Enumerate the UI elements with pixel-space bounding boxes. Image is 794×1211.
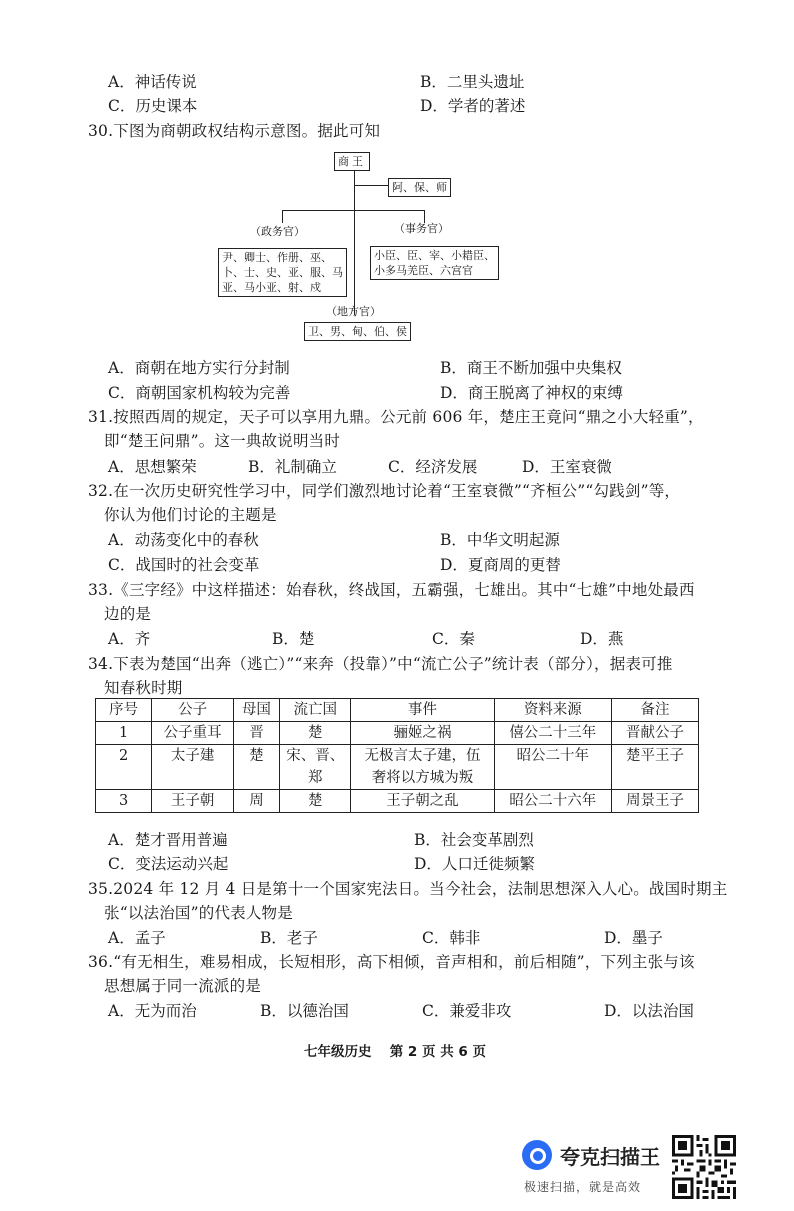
q36-option-a: A．无为而治 xyxy=(108,1002,197,1020)
q33-stem-line-2: 边的是 xyxy=(104,605,152,623)
q35-stem-line-1: 35.2024 年 12 月 4 日是第十一个国家宪法日。当今社会，法制思想深入人心。战国时期主 xyxy=(88,880,728,898)
q34-table xyxy=(95,698,699,813)
diagram-affairs-label: （事务官） xyxy=(394,222,449,235)
table-cell: 王子朝之乱 xyxy=(351,790,494,813)
q36-stem-line-2: 思想属于同一流派的是 xyxy=(104,977,262,995)
q31-option-a: A．思想繁荣 xyxy=(108,458,197,476)
q31-stem-line-2: 即“楚王问鼎”。这一典故说明当时 xyxy=(104,432,341,450)
q29-option-b: B．二里头遗址 xyxy=(420,73,525,91)
q34-option-d: D．人口迁徙频繁 xyxy=(414,855,535,873)
q33-stem-line-1: 33.《三字经》中这样描述：始春秋，终战国，五霸强，七雄出。其中“七雄”中地处最西 xyxy=(88,581,695,599)
table-cell: 周 xyxy=(233,790,279,813)
table-header-cell: 公子 xyxy=(152,699,234,722)
page-footer: 七年级历史 第 2 页 共 6 页 xyxy=(304,1044,486,1060)
diagram-branch-line xyxy=(282,210,424,211)
q34-option-b: B．社会变革剧烈 xyxy=(414,831,534,849)
q30-option-b: B．商王不断加强中央集权 xyxy=(440,359,622,377)
q30-option-d: D．商王脱离了神权的束缚 xyxy=(440,384,623,402)
table-cell: 楚 xyxy=(279,790,351,813)
q34-option-c: C．变法运动兴起 xyxy=(108,855,229,873)
diagram-local-box: 卫、男、甸、伯、侯 xyxy=(304,322,411,341)
table-header-cell: 母国 xyxy=(233,699,279,722)
q32-option-b: B．中华文明起源 xyxy=(440,531,560,549)
table-cell: 昭公二十年 xyxy=(494,745,612,790)
q36-stem-line-1: 36.“有无相生，难易相成，长短相形，高下相倾，音声相和，前后相随”，下列主张与该 xyxy=(88,953,695,971)
table-cell: 太子建 xyxy=(152,745,234,790)
affairs-line-2: 小多马羌臣、六宫官 xyxy=(374,264,473,277)
q31-stem-line-1: 31.按照西周的规定，天子可以享用九鼎。公元前 606 年，楚庄王竟问“鼎之小大轻重”， xyxy=(88,408,704,426)
diagram-admin-label: （政务官） xyxy=(250,225,305,238)
qr-code-icon xyxy=(672,1135,736,1199)
table-row xyxy=(96,745,699,790)
table-cell: 昭公二十六年 xyxy=(494,790,612,813)
watermark-brand: 夸克扫描王 xyxy=(560,1145,660,1169)
q33-option-c: C．秦 xyxy=(432,630,475,648)
q31-option-d: D．王室衰微 xyxy=(522,458,612,476)
q34-option-a: A．楚才晋用普遍 xyxy=(108,831,228,849)
q29-option-c: C．历史课本 xyxy=(108,97,198,115)
q31-option-b: B．礼制确立 xyxy=(248,458,337,476)
diagram-local-label: （地方官） xyxy=(326,305,381,318)
affairs-line-1: 小臣、臣、宰、小耤臣、 xyxy=(374,249,495,262)
admin-line-1: 尹、卿士、作册、巫、 xyxy=(222,251,332,264)
q35-option-b: B．老子 xyxy=(260,929,318,947)
q35-option-a: A．孟子 xyxy=(108,929,166,947)
q31-option-c: C．经济发展 xyxy=(388,458,478,476)
q30-option-c: C．商朝国家机构较为完善 xyxy=(108,384,291,402)
table-cell: 晋 xyxy=(233,722,279,745)
table-cell: 无极言太子建，伍 奢将以方城为叛 xyxy=(351,745,494,790)
table-header-cell: 备注 xyxy=(612,699,699,722)
table-cell: 2 xyxy=(96,745,152,790)
table-cell: 王子朝 xyxy=(152,790,234,813)
q34-stem-line-1: 34.下表为楚国“出奔（逃亡）”“来奔（投靠）”中“流亡公子”统计表（部分），据表可推 xyxy=(88,655,673,673)
q34-stem-line-2: 知春秋时期 xyxy=(104,679,183,697)
table-header-row xyxy=(96,699,699,722)
q36-option-d: D．以法治国 xyxy=(604,1002,694,1020)
q32-option-d: D．夏商周的更替 xyxy=(440,556,561,574)
diagram-king-box: 商王 xyxy=(334,152,370,171)
admin-line-2: 卜、士、史、亚、服、马 xyxy=(222,266,343,279)
q33-option-b: B．楚 xyxy=(272,630,315,648)
table-cell: 公子重耳 xyxy=(152,722,234,745)
q35-option-d: D．墨子 xyxy=(604,929,663,947)
q32-stem-line-2: 你认为他们讨论的主题是 xyxy=(104,506,277,524)
q30-option-a: A．商朝在地方实行分封制 xyxy=(108,359,290,377)
q32-option-a: A．动荡变化中的春秋 xyxy=(108,531,259,549)
diagram-trunk-line xyxy=(354,170,355,315)
q35-option-c: C．韩非 xyxy=(422,929,481,947)
table-header-cell: 事件 xyxy=(351,699,494,722)
table-cell: 晋献公子 xyxy=(612,722,699,745)
table-cell: 周景王子 xyxy=(612,790,699,813)
table-cell: 楚平王子 xyxy=(612,745,699,790)
quark-scanner-logo-icon xyxy=(522,1140,552,1170)
table-cell: 3 xyxy=(96,790,152,813)
table-cell: 宋、晋、 郑 xyxy=(279,745,351,790)
q35-stem-line-2: 张“以法治国”的代表人物是 xyxy=(104,904,293,922)
table-header-cell: 流亡国 xyxy=(279,699,351,722)
admin-line-3: 亚、马小亚、射、戍 xyxy=(222,281,321,294)
watermark-slogan: 极速扫描，就是高效 xyxy=(524,1180,642,1194)
table-cell: 楚 xyxy=(233,745,279,790)
q29-option-a: A．神话传说 xyxy=(108,73,197,91)
diagram-affairs-box xyxy=(370,246,499,280)
table-cell: 1 xyxy=(96,722,152,745)
q36-option-b: B．以德治国 xyxy=(260,1002,349,1020)
table-cell: 僖公二十三年 xyxy=(494,722,612,745)
q30-stem: 30.下图为商朝政权结构示意图。据此可知 xyxy=(88,122,381,140)
q33-option-d: D．燕 xyxy=(580,630,624,648)
diagram-advisor-line xyxy=(354,185,388,186)
table-row xyxy=(96,790,699,813)
table-header-cell: 序号 xyxy=(96,699,152,722)
diagram-admin-box xyxy=(218,248,347,297)
table-cell: 骊姬之祸 xyxy=(351,722,494,745)
diagram-left-drop xyxy=(282,210,283,223)
table-header-cell: 资料来源 xyxy=(494,699,612,722)
q32-option-c: C．战国时的社会变革 xyxy=(108,556,260,574)
q33-option-a: A．齐 xyxy=(108,630,151,648)
table-row xyxy=(96,722,699,745)
q32-stem-line-1: 32.在一次历史研究性学习中，同学们激烈地讨论着“王室衰微”“齐桓公”“勾践剑”等， xyxy=(88,482,681,500)
q36-option-c: C．兼爱非攻 xyxy=(422,1002,512,1020)
table-cell: 楚 xyxy=(279,722,351,745)
q29-option-d: D．学者的著述 xyxy=(420,97,526,115)
diagram-advisors-box: 阿、保、师 xyxy=(388,178,451,197)
